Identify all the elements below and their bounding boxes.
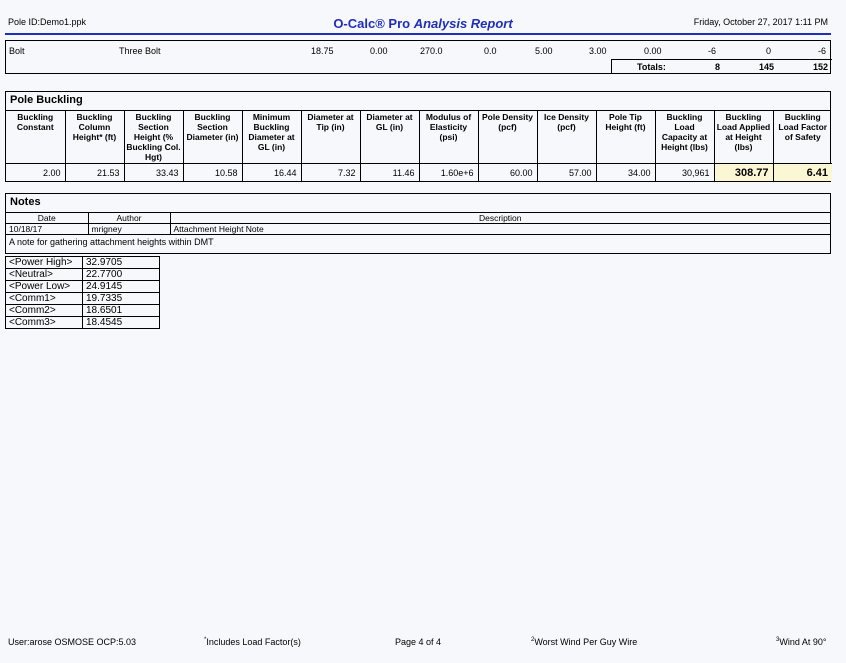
- totals-value-3: 152: [812, 62, 828, 72]
- bolt-type: Bolt: [9, 46, 25, 56]
- report-title-italic: Analysis Report: [413, 16, 513, 31]
- col-header: Modulus of Elasticity (psi): [419, 111, 478, 164]
- bolt-val-10: -6: [708, 46, 717, 56]
- pole-buckling-title: Pole Buckling: [6, 92, 830, 111]
- footer-guy-wire-note: $^2$Worst Wind Per Guy Wire: [531, 637, 638, 647]
- bolt-val-7: 5.00: [535, 46, 553, 56]
- col-header: Buckling Section Diameter (in): [183, 111, 242, 164]
- table-row: [6, 269, 160, 281]
- bolt-val-4: 0.00: [370, 46, 388, 56]
- footer-load-factor-note: *Includes Load Factor(s): [204, 637, 301, 647]
- totals-value-2: 145: [758, 62, 774, 72]
- col-header: Buckling Column Height* (ft): [65, 111, 124, 164]
- col-header: Minimum Buckling Diameter at GL (in): [242, 111, 301, 164]
- table-row: [6, 293, 160, 305]
- pole-id: Pole ID:Demo1.ppk: [8, 17, 87, 27]
- col-header: Buckling Constant: [6, 111, 65, 164]
- pole-buckling-section: [5, 91, 831, 182]
- col-header: Pole Tip Height (ft): [596, 111, 655, 164]
- bolt-val-9: 0.00: [644, 46, 662, 56]
- footer-wind-note: $^3$Wind At 90°: [776, 637, 827, 647]
- totals-value-1: 8: [714, 62, 720, 72]
- footer-page: Page 4 of 4: [395, 637, 442, 647]
- height-value: 18.4545: [83, 317, 160, 329]
- height-value: 19.7335: [83, 293, 160, 305]
- col-header: Diameter at Tip (in): [301, 111, 360, 164]
- bolt-val-6: 0.0: [484, 46, 497, 56]
- table-cell: 1.60e+6: [419, 164, 478, 182]
- footer-user: User:arose OSMOSE OCP:5.03: [8, 637, 137, 647]
- totals-label: Totals:: [637, 62, 666, 72]
- table-cell: 11.46: [360, 164, 419, 182]
- pole-buckling-header-row: [6, 111, 832, 164]
- table-cell: 60.00: [478, 164, 537, 182]
- note-date: 10/18/17: [6, 224, 88, 235]
- notes-col-author: Author: [88, 213, 170, 224]
- table-row: [6, 317, 160, 329]
- footer-note3-text: Wind At 90°: [779, 637, 827, 647]
- attachment-bolt-row: [5, 40, 831, 74]
- note-text: A note for gathering attachment heights within DMT: [9, 237, 214, 247]
- col-header: Buckling Load Factor of Safety: [773, 111, 832, 164]
- bolt-val-8: 3.00: [589, 46, 607, 56]
- table-cell: 33.43: [124, 164, 183, 182]
- height-value: 18.6501: [83, 305, 160, 317]
- height-label: <Comm3>: [6, 317, 83, 329]
- table-cell: 34.00: [596, 164, 655, 182]
- table-row: [6, 281, 160, 293]
- totals-row: [611, 59, 832, 74]
- pole-buckling-value-row: [6, 164, 832, 182]
- bolt-val-11: 0: [766, 46, 772, 56]
- pole-buckling-table: [6, 111, 832, 181]
- report-datetime: Friday, October 27, 2017 1:11 PM: [693, 17, 828, 27]
- notes-title: Notes: [6, 194, 830, 213]
- notes-header-row: [6, 213, 830, 224]
- col-header: Diameter at GL (in): [360, 111, 419, 164]
- notes-col-date: Date: [6, 213, 88, 224]
- table-cell: 21.53: [65, 164, 124, 182]
- height-value: 22.7700: [83, 269, 160, 281]
- bolt-val-3: 18.75: [311, 46, 334, 56]
- height-label: <Power Low>: [6, 281, 83, 293]
- bolt-val-12: -6: [818, 46, 827, 56]
- height-label: <Comm2>: [6, 305, 83, 317]
- height-label: <Power High>: [6, 257, 83, 269]
- height-value: 24.9145: [83, 281, 160, 293]
- table-row: [6, 257, 160, 269]
- height-label: <Comm1>: [6, 293, 83, 305]
- attachment-heights-table: [5, 256, 160, 329]
- col-header: Buckling Load Capacity at Height (lbs): [655, 111, 714, 164]
- height-label: <Neutral>: [6, 269, 83, 281]
- buckling-factor-of-safety-value: 6.41: [773, 164, 832, 182]
- notes-table: [6, 213, 830, 235]
- table-cell: 57.00: [537, 164, 596, 182]
- note-author: mrigney: [88, 224, 170, 235]
- header-rule: [5, 33, 831, 35]
- table-cell: 7.32: [301, 164, 360, 182]
- notes-col-description: Description: [170, 213, 830, 224]
- bolt-val-5: 270.0: [420, 46, 443, 56]
- height-value: 32.9705: [83, 257, 160, 269]
- notes-section: [5, 193, 831, 254]
- notes-row: [6, 224, 830, 235]
- col-header: Pole Density (pcf): [478, 111, 537, 164]
- footer-note2-text: Worst Wind Per Guy Wire: [534, 637, 638, 647]
- table-cell: 16.44: [242, 164, 301, 182]
- report-title-plain: O-Calc® Pro: [333, 16, 411, 31]
- table-cell: 2.00: [6, 164, 65, 182]
- table-cell: 10.58: [183, 164, 242, 182]
- col-header: Ice Density (pcf): [537, 111, 596, 164]
- table-row: [6, 305, 160, 317]
- col-header: Buckling Load Applied at Height (lbs): [714, 111, 773, 164]
- bolt-desc: Three Bolt: [119, 46, 161, 56]
- buckling-load-applied-value: 308.77: [714, 164, 773, 182]
- table-cell: 30,961: [655, 164, 714, 182]
- note-description: Attachment Height Note: [170, 224, 830, 235]
- footer-note1-text: Includes Load Factor(s): [206, 637, 301, 647]
- col-header: Buckling Section Height (% Buckling Col. Hgt): [124, 111, 183, 164]
